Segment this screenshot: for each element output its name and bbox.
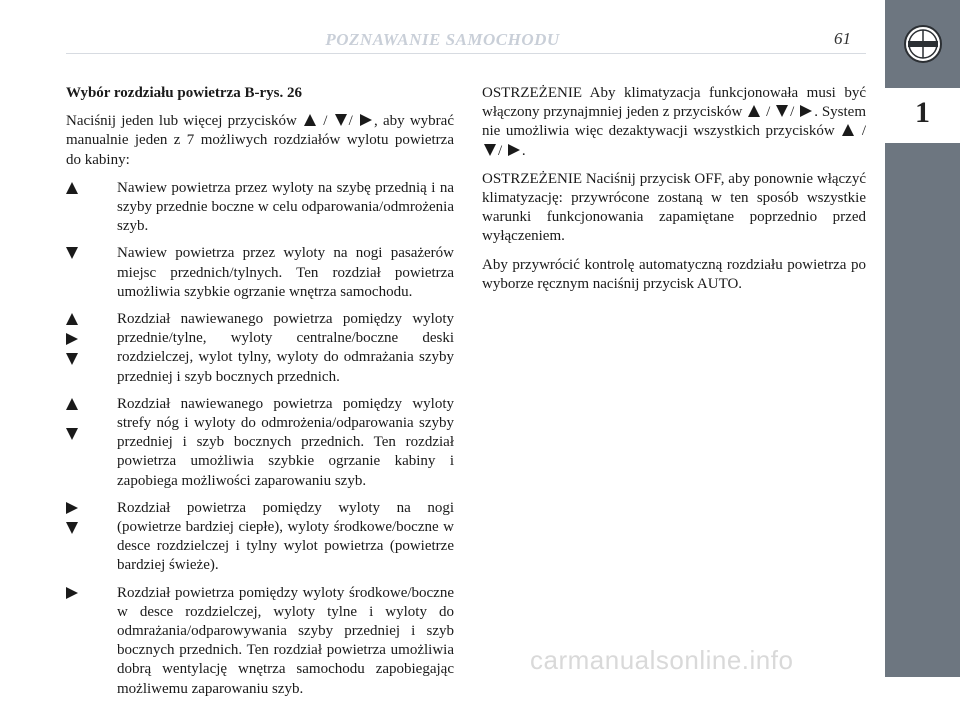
option-defrost [66,179,454,237]
arrow-up-icon [66,313,78,325]
arrow-right-icon [360,114,372,126]
arrow-down-icon [66,428,78,440]
option-text: Nawiew powietrza przez wyloty na nogi pasażerów miejsc przednich/tylnych. Ten rozdział powietrza umożliwia szybkie ogrzanie wnętrza samochodu. [117,245,454,300]
right-column [482,84,866,303]
arrow-right-icon [66,333,78,345]
arrow-up-icon [304,114,316,126]
arrow-up-icon [66,398,78,410]
warning-paragraph-2: OSTRZEŻENIE Naciśnij przycisk OFF, aby ponownie włączyć klimatyzację: przywrócone zostaną w ten sposób wszystkie warunki funkcjonowania zapamiętane poprzednio przed wyłączeniem. [482,170,866,245]
arrow-down-icon [776,105,788,117]
option-text: Nawiew powietrza przez wyloty na szybę przednią i na szyby przednie boczne w celu odparowania/odmrożenia szyb. [117,179,454,235]
arrow-right-icon [66,587,78,599]
left-column [66,84,454,707]
arrow-down-icon [484,144,496,156]
arrow-down-icon [66,247,78,259]
auto-paragraph: Aby przywrócić kontrolę automatyczną rozdziału powietrza po wyborze ręcznym naciśnij przycisk AUTO. [482,256,866,292]
intro-paragraph: Naciśnij jeden lub więcej przycisków / / , aby wybrać manualnie jeden z 7 możliwych rozdziałów wylotu powietrza do kabiny: [66,113,454,168]
arrow-down-icon [335,114,347,126]
arrow-down-icon [66,522,78,534]
arrow-up-icon [748,105,760,117]
option-text: Rozdział powietrza pomiędzy wyloty na nogi (powietrze bardziej ciepłe), wyloty środkowe/boczne w desce rozdzielczej i tylny wylot powietrza (powietrze bardziej świeże). [117,499,454,574]
chapter-number: 1 [915,96,930,129]
header-rule [66,53,866,54]
option-text: Rozdział powietrza pomiędzy wyloty środkowe/boczne w desce rozdzielczej, wyloty tylne i wyloty do odmrażania/odparowywania szyby przedniej i szyb bocznych przednich. Ten rozdział powietrza umożliwia dobrą wentylację wnętrza samochodu zapobiegając możliwemu zaparowaniu szyb. [117,584,454,697]
section-title: Wybór rozdziału powietrza B-rys. 26 [66,85,302,101]
option-vent [66,584,454,699]
option-text: Rozdział nawiewanego powietrza pomiędzy wyloty przednie/tylne, wyloty centralne/boczne deski rozdzielczej, wylot tylny, wyloty do odmrażania szyby przedniej i szyb bocznych przednich. [117,311,454,385]
page-number: 61 [834,29,851,48]
running-header-title: POZNAWANIE SAMOCHODU [325,30,560,49]
lancia-logo-icon [903,24,943,64]
option-bilevel [66,499,454,576]
warning-paragraph-1: OSTRZEŻENIE Aby klimatyzacja funkcjonowała musi być włączony przynajmniej jeden z przycisków / / . System nie umożliwia więc dezaktywacji wszystkich przycisków / / . [482,85,866,159]
arrow-right-icon [800,105,812,117]
arrow-right-icon [66,502,78,514]
option-all [66,310,454,387]
chapter-sidebar [885,0,960,677]
option-defrost-feet [66,395,454,491]
arrow-up-icon [842,124,854,136]
arrow-up-icon [66,182,78,194]
option-feet [66,244,454,302]
arrow-right-icon [508,144,520,156]
option-text: Rozdział nawiewanego powietrza pomiędzy wyloty strefy nóg i wyloty do odmrożenia/odparowania szyby przedniej i szyb bocznych przednich. Ten rozdział powietrza umożliwia szybkie ogrzanie kabiny i zapobiega możliwości zaparowaniu szyb. [117,395,454,489]
arrow-down-icon [66,353,78,365]
watermark: carmanualsonline.info [530,645,794,675]
